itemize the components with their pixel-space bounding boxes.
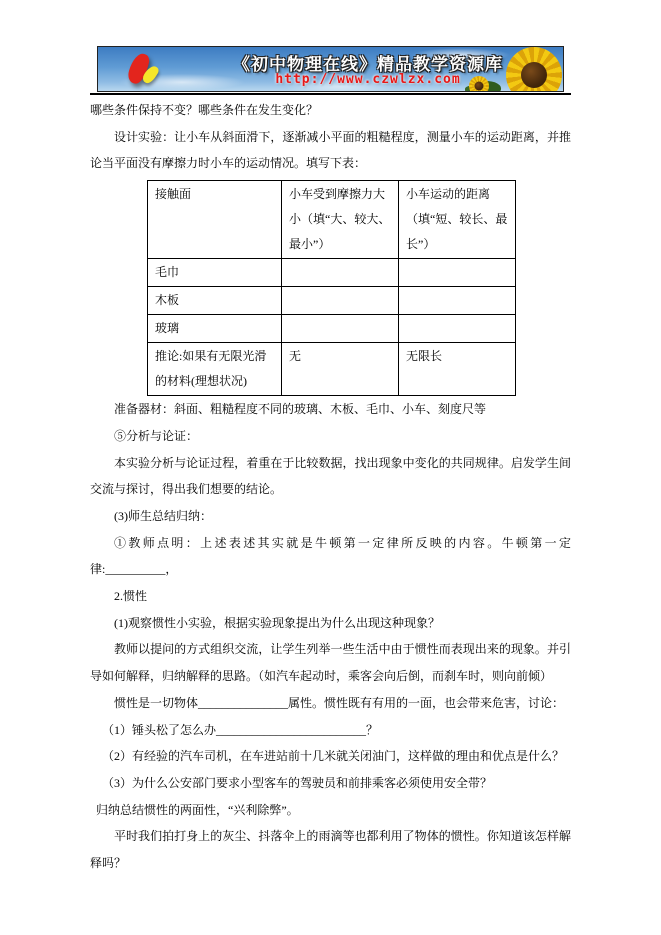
table-header-cell: 小车运动的距离（填“短、较长、最长”）	[399, 181, 516, 259]
para-teacher-organize: 教师以提问的方式组织交流，让学生列举一些生活中由于惯性而表现出来的现象。并引导如何解释，归纳解释的思路。（如汽车起动时，乘客会向后倒，而刹车时，则向前倾）	[90, 642, 571, 684]
sunflower-small-icon	[469, 76, 489, 92]
table-cell	[282, 259, 399, 287]
table-cell	[282, 287, 399, 315]
table-cell: 无限长	[399, 343, 516, 396]
para-two-sides: 归纳总结惯性的两面性，“兴利除弊”。	[96, 802, 299, 817]
para-summary-heading: (3)师生总结归纳：	[114, 508, 212, 523]
experiment-table	[147, 180, 516, 396]
sunflower-large-icon	[506, 47, 562, 92]
para-analysis-detail: 本实验分析与论证过程，着重在于比较数据，找出现象中变化的共同规律。启发学生间交流与探讨，得出我们想要的结论。	[90, 455, 571, 497]
table-cell: 推论:如果有无限光滑的材料(理想状况)	[148, 343, 282, 396]
table-cell: 毛巾	[148, 259, 282, 287]
table-cell: 无	[282, 343, 399, 396]
para-inertia-observe: (1)观察惯性小实验，根据实验现象提出为什么出现这种现象？	[114, 615, 440, 630]
para-analysis-heading: ⑤分析与论证：	[114, 428, 199, 443]
table-header-row	[148, 181, 516, 259]
table-cell	[282, 315, 399, 343]
para-teacher-note: ①教师点明：上述表述其实就是牛顿第一定律所反映的内容。牛顿第一定律:__________，	[90, 535, 571, 577]
table-header-cell: 小车受到摩擦力大小（填“大、较大、最小”）	[282, 181, 399, 259]
header-divider	[90, 93, 571, 95]
table-cell	[399, 259, 516, 287]
table-row	[148, 343, 516, 396]
table-cell: 玻璃	[148, 315, 282, 343]
table-row	[148, 287, 516, 315]
site-url: http://www.czwlzx.com	[275, 72, 461, 87]
para-discussion-2: （2）有经验的汽车司机，在车进站前十几米就关闭油门，这样做的理由和优点是什么？	[102, 749, 565, 764]
header-banner	[97, 46, 564, 92]
para-materials: 准备器材：斜面、粗糙程度不同的玻璃、木板、毛巾、小车、刻度尺等	[114, 402, 487, 417]
para-inertia-heading: 2.惯性	[114, 589, 148, 604]
table-row	[148, 315, 516, 343]
document-content	[90, 97, 571, 877]
para-conditions-question: 哪些条件保持不变？哪些条件在发生变化？	[90, 103, 319, 117]
para-design-experiment: 设计实验：让小车从斜面滑下，逐渐减小平面的粗糙程度，测量小车的运动距离，并推论当平面没有摩擦力时小车的运动情况。填写下表：	[90, 129, 571, 171]
flame-logo-icon	[128, 51, 164, 89]
banner-title: 《初中物理在线》精品教学资源库	[233, 55, 503, 74]
para-discussion-1: （1）锤头松了怎么办_________________________？	[102, 722, 379, 737]
table-row	[148, 259, 516, 287]
table-cell	[399, 287, 516, 315]
table-cell: 木板	[148, 287, 282, 315]
para-inertia-property: 惯性是一切物体_______________属性。惯性既有有用的一面，也会带来危害，讨论：	[114, 695, 565, 710]
para-discussion-3: （3）为什么公安部门要求小型客车的驾驶员和前排乘客必须使用安全带？	[102, 775, 493, 790]
table-header-cell: 接触面	[148, 181, 282, 259]
para-daily-phenomena: 平时我们拍打身上的灰尘、抖落伞上的雨滴等也都利用了物体的惯性。你知道该怎样解释吗？	[90, 829, 571, 871]
table-cell	[399, 315, 516, 343]
